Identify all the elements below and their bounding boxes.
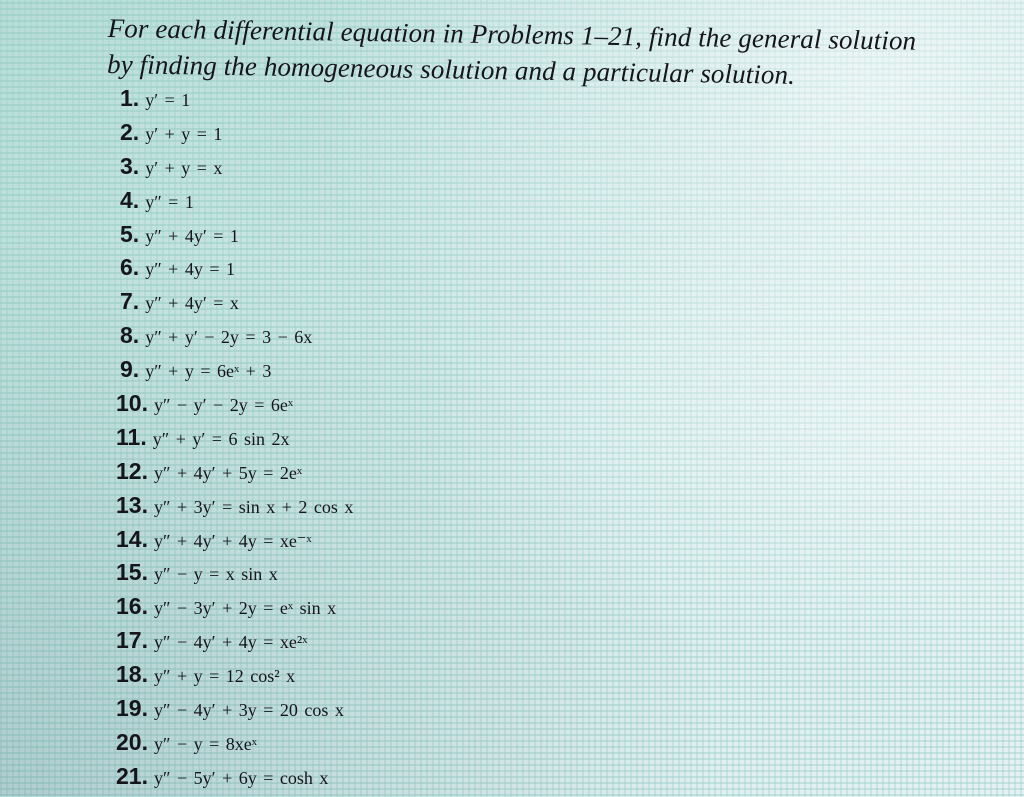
instructions-line-1: For each differential equation in Problems 1–21, find the general solution bbox=[107, 12, 917, 56]
problem-number: 15. bbox=[116, 559, 148, 586]
problem-equation: y″ + 3y′ = sin x + 2 cos x bbox=[153, 496, 354, 517]
problem-equation: y″ + y′ = 6 sin 2x bbox=[152, 428, 290, 449]
problem-item bbox=[120, 251, 357, 285]
problem-equation: y″ − 4y′ + 4y = xe²ˣ bbox=[153, 632, 308, 653]
problem-equation: y″ + 4y′ = 1 bbox=[145, 225, 239, 246]
problem-number: 10. bbox=[116, 390, 148, 417]
problem-item bbox=[120, 353, 357, 387]
problem-equation: y″ + 4y = 1 bbox=[145, 259, 235, 280]
problem-number: 11. bbox=[116, 423, 147, 450]
problem-item bbox=[120, 285, 357, 319]
problem-number: 1. bbox=[120, 85, 140, 111]
problem-number: 12. bbox=[116, 457, 148, 484]
problem-equation: y′ + y = x bbox=[145, 157, 223, 178]
problem-item bbox=[116, 489, 353, 523]
problem-equation: y″ + y = 6eˣ + 3 bbox=[145, 361, 272, 382]
problem-number: 9. bbox=[120, 356, 140, 383]
problem-equation: y′ + y = 1 bbox=[145, 123, 223, 144]
problem-item bbox=[116, 726, 353, 760]
problem-equation: y″ − 4y′ + 3y = 20 cos x bbox=[153, 700, 344, 721]
problem-list bbox=[116, 82, 357, 794]
problem-equation: y″ − 5y′ + 6y = cosh x bbox=[153, 767, 329, 788]
problem-number: 3. bbox=[120, 152, 140, 179]
problem-number: 20. bbox=[116, 728, 148, 755]
problem-number: 18. bbox=[116, 661, 148, 688]
problem-number: 6. bbox=[120, 254, 140, 281]
problem-item bbox=[116, 455, 353, 489]
problem-equation: y″ − y = 8xeˣ bbox=[153, 733, 257, 754]
problem-item bbox=[116, 421, 353, 455]
problem-equation: y″ = 1 bbox=[145, 191, 194, 212]
problem-equation: y″ + y = 12 cos² x bbox=[153, 666, 296, 687]
problem-item bbox=[120, 116, 357, 150]
problem-number: 4. bbox=[120, 186, 140, 213]
problem-item bbox=[116, 556, 353, 590]
problem-item bbox=[116, 387, 353, 421]
problem-item bbox=[116, 624, 353, 658]
problem-number: 19. bbox=[116, 695, 148, 722]
problem-item bbox=[116, 760, 353, 794]
problem-number: 17. bbox=[116, 627, 148, 654]
problem-item bbox=[120, 218, 357, 252]
problem-equation: y″ + 4y′ = x bbox=[145, 293, 239, 314]
problem-equation: y′ = 1 bbox=[145, 90, 191, 110]
problem-item bbox=[116, 523, 353, 557]
problem-number: 2. bbox=[120, 118, 140, 145]
problem-item bbox=[120, 82, 357, 116]
problem-item bbox=[120, 319, 357, 353]
problem-item bbox=[120, 184, 357, 218]
problem-equation: y″ + y′ − 2y = 3 − 6x bbox=[145, 327, 313, 348]
problem-number: 16. bbox=[116, 593, 148, 620]
problem-number: 21. bbox=[116, 762, 148, 789]
problem-number: 14. bbox=[116, 525, 148, 552]
problem-equation: y″ − y = x sin x bbox=[153, 564, 278, 585]
problem-item bbox=[116, 590, 353, 624]
problem-equation: y″ − 3y′ + 2y = eˣ sin x bbox=[153, 598, 337, 619]
problem-item bbox=[116, 692, 353, 726]
problem-equation: y″ + 4y′ + 4y = xe⁻ˣ bbox=[153, 530, 312, 551]
problem-equation: y″ − y′ − 2y = 6eˣ bbox=[153, 395, 294, 416]
instructions-line-2: by finding the homogeneous solution and a particular solution. bbox=[106, 48, 796, 90]
problem-number: 7. bbox=[120, 288, 140, 315]
problem-number: 13. bbox=[116, 491, 148, 518]
problem-equation: y″ + 4y′ + 5y = 2eˣ bbox=[153, 462, 303, 483]
problem-item bbox=[116, 658, 353, 692]
problem-number: 5. bbox=[120, 220, 140, 247]
problem-number: 8. bbox=[120, 322, 140, 349]
problem-item bbox=[120, 150, 357, 184]
